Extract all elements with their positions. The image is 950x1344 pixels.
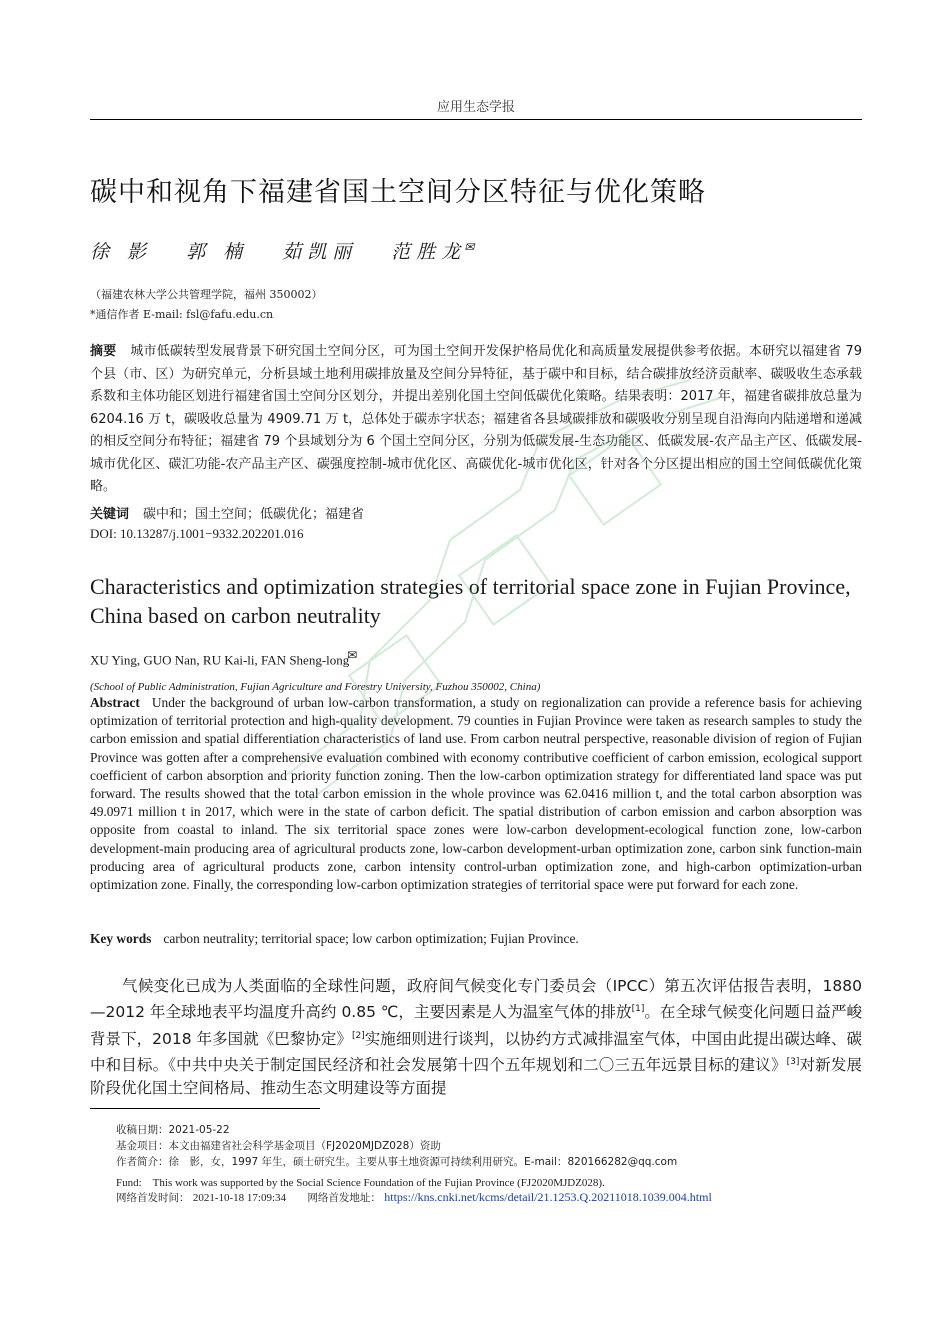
body-text-part: 实施细则进行谈判，以协约方式减排温室气体，中国由此提出碳达峰、碳中和目标。《中共中央关于制定国民经济和社会发展第十四个五年规划和二〇三五年远景目标的建议》	[90, 1029, 862, 1075]
abstract-en	[90, 694, 862, 894]
body-paragraph	[90, 975, 862, 1100]
footnote-rule	[90, 1108, 320, 1109]
received-date: 收稿日期：2021-05-22	[116, 1124, 230, 1136]
fund-cn: 基金项目：本文由福建省社会科学基金项目（FJ2020MJDZ028）资助	[116, 1140, 441, 1152]
envelope-icon: ✉	[347, 648, 358, 662]
body-text-part: 气候变化已成为人类面临的全球性问题，政府间气候变化专门委员会（IPCC）第五次评估报告表明，1880—2012 年全球地表平均温度升高约 0.85 ℃，主要因素是人为温室气体的排放	[90, 977, 862, 1022]
author-4: 范胜龙	[391, 241, 467, 263]
author-1: 徐 影	[90, 241, 153, 263]
abstract-en-label: Abstract	[90, 695, 140, 710]
keywords-en-label: Key words	[90, 931, 152, 946]
citation-ref[interactable]: [2]	[351, 1030, 365, 1041]
keywords-cn-text: 碳中和；国土空间；低碳优化；福建省	[143, 507, 365, 522]
abstract-cn	[90, 341, 862, 499]
citation-ref[interactable]: [3]	[786, 1056, 800, 1067]
abstract-en-text: Under the background of urban low-carbon transformation, a study on regionalization can provide a reference basis for achieving optimization of territorial protection and high-quality development. 79 counties in Fujian Province were taken as research samples to study the carbon emission and spatial differentiation characteristics of land use. From carbon neutral perspective, reasonable division of region of Fujian Province was gotten after a comprehensive evaluation combined with economy contributive coefficient of carbon emission, ecological support coefficient of carbon absorption and priority function zoning. Then the low-carbon optimization strategy for differentiated land space was put forward. The results showed that the total carbon emission in the whole province was 62.0416 million t, and the total carbon absorption was 49.0971 million t in 2017, which were in the state of carbon deficit. The spatial distribution of carbon emission and carbon absorption was opposite from coastal to inland. The six territorial space zones were low-carbon development-ecological function zone, low-carbon development-main producing area of agricultural products zone, low-carbon development-urban optimization zone, carbon sink function-main producing area of agricultural products zone, carbon intensity control-urban optimization zone, and high-carbon optimization-urban optimization zone. Finally, the corresponding low-carbon optimization strategies of territorial space were put forward for each zone.	[90, 695, 862, 893]
body-text-part: 。在全球气候变化问题日益严峻背景下，2018 年多国就《巴黎协定》	[90, 1003, 862, 1048]
online-time: 2021-10-18 17:09:34	[192, 1192, 287, 1204]
online-time-label: 网络首发时间：	[116, 1192, 190, 1204]
fund-en: Fund: This work was supported by the Social Science Foundation of the Fujian Province (FJ2020MJDZ028).	[116, 1177, 605, 1189]
citation-ref[interactable]: [1]	[631, 1004, 645, 1015]
title-cn: 碳中和视角下福建省国土空间分区特征与优化策略	[90, 177, 706, 208]
author-bio: 作者简介：徐 影，女，1997 年生，硕士研究生。主要从事土地资源可持续利用研究。E-mail：820166282@qq.com	[116, 1156, 678, 1168]
doi: DOI: 10.13287/j.1001−9332.202201.016	[90, 526, 304, 541]
keywords-en	[90, 931, 579, 947]
online-address-link[interactable]: https://kns.cnki.net/kcms/detail/21.1253.Q.20211018.1039.004.html	[384, 1190, 712, 1204]
keywords-en-text: carbon neutrality; territorial space; low carbon optimization; Fujian Province.	[163, 931, 579, 946]
abstract-cn-text: 城市低碳转型发展背景下研究国土空间分区，可为国土空间开发保护格局优化和高质量发展提供参考依据。本研究以福建省 79 个县（市、区）为研究单元，分析县域土地利用碳排放量及空间分异特征，基于碳中和目标，结合碳排放经济贡献率、碳吸收生态承载系数和主体功能区划进行福建省国土空间分区划分，并提出差别化国土空间低碳优化策略。结果表明：2017 年，福建省碳排放总量为 6204.16 万 t，碳吸收总量为 4909.71 万 t，总体处于碳赤字状态；福建省各县域碳排放和碳吸收分别呈现自沿海向内陆递增和递减的相反空间分布特征；福建省 79 个县域划分为 6 个国土空间分区，分别为低碳发展-生态功能区、低碳发展-农产品主产区、低碳发展-城市优化区、碳汇功能-农产品主产区、碳强度控制-城市优化区、高碳优化-城市优化区，针对各个分区提出相应的国土空间低碳优化策略。	[90, 344, 862, 494]
online-addr-label: 网络首发地址：	[307, 1192, 381, 1204]
authors-en-text: XU Ying, GUO Nan, RU Kai-li, FAN Sheng-long	[90, 652, 350, 668]
body-text-part: 对新发展阶段优化国土空间格局、推动生态文明建设等方面提	[90, 1056, 862, 1098]
keywords-cn	[90, 503, 364, 522]
online-info	[116, 1190, 712, 1205]
journal-running-head: 应用生态学报	[436, 100, 515, 115]
header-rule	[90, 119, 862, 120]
abstract-cn-label: 摘要	[90, 344, 117, 359]
author-3: 茹凯丽	[282, 241, 358, 263]
title-en: Characteristics and optimization strategies of territorial space zone in Fujian Province, China based on carbon neutrality	[90, 574, 851, 628]
affiliation-en: (School of Public Administration, Fujian Agriculture and Forestry University, Fuzhou 350002, China)	[90, 681, 541, 693]
corresponding-author: *通信作者 E-mail: fsl@fafu.edu.cn	[90, 308, 274, 321]
authors-en	[90, 648, 357, 668]
author-2: 郭 楠	[186, 241, 249, 263]
keywords-cn-label: 关键词	[90, 507, 130, 522]
affiliation-cn: （福建农林大学公共管理学院，福州 350002）	[90, 288, 323, 301]
authors-cn	[90, 237, 496, 264]
envelope-icon: ✉	[464, 239, 475, 254]
